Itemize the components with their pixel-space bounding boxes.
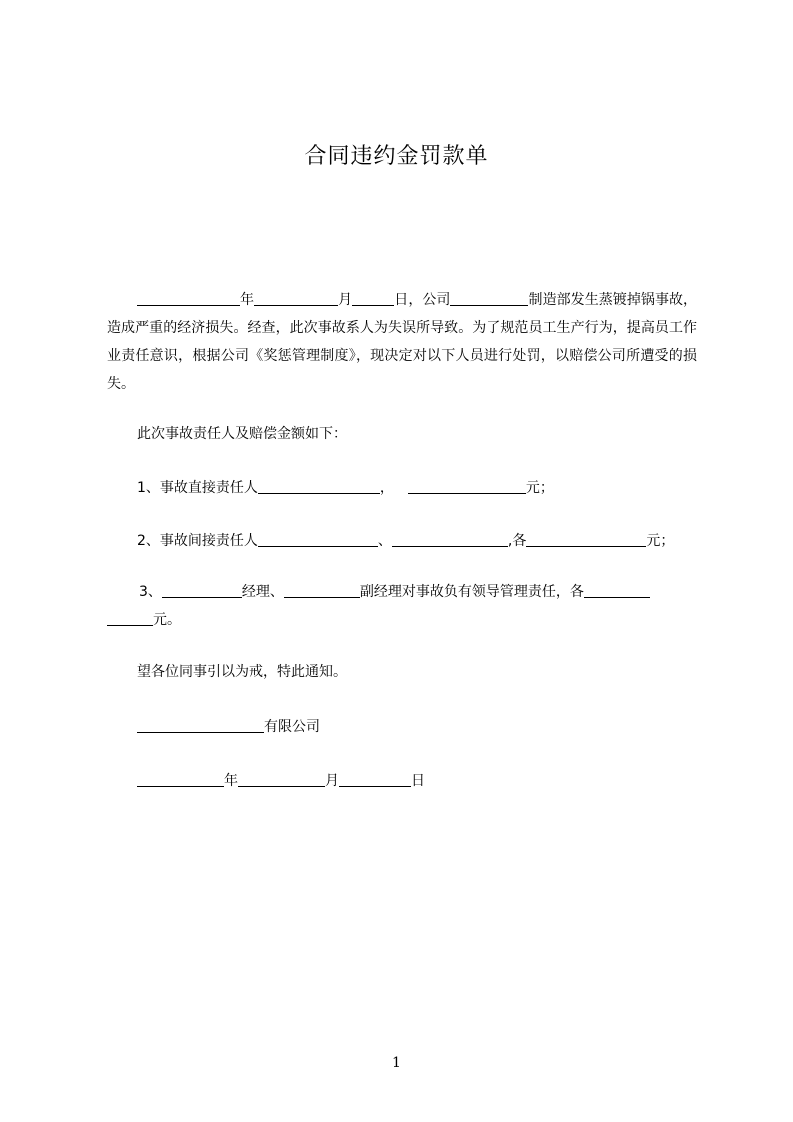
company-suffix: 有限公司 (264, 719, 320, 735)
blank-company (450, 291, 528, 306)
item3-suffix: 元。 (153, 612, 181, 628)
intro-text-company: 日，公司 (394, 292, 451, 308)
list-heading: 此次事故责任人及赔偿金额如下： (137, 426, 347, 442)
item2-suffix: 元； (646, 533, 675, 549)
blank-item2-amount (526, 532, 646, 547)
blank-item2-person-b (392, 532, 508, 547)
date-year-label: 年 (224, 773, 238, 789)
blank-month (254, 291, 338, 306)
blank-item3-amount-a (584, 583, 650, 598)
blank-item3-amount-b (107, 611, 153, 626)
blank-item1-person (258, 479, 380, 494)
item-direct-responsible (137, 478, 554, 498)
signature-date (137, 771, 425, 791)
item-management-responsible (107, 578, 697, 634)
item1-prefix: 1、事故直接责任人 (137, 480, 258, 496)
intro-text-year: 年 (240, 292, 255, 308)
item3-text-deputy: 副经理对事故负有领导管理责任，各 (359, 584, 584, 600)
date-day-label: 日 (411, 773, 425, 789)
page-number: 1 (392, 1055, 401, 1071)
closing-text: 望各位同事引以为戒，特此通知。 (137, 664, 347, 680)
blank-item1-amount (408, 479, 526, 494)
item3-text-manager: 经理、 (241, 584, 284, 600)
item-indirect-responsible (137, 531, 674, 551)
date-month-label: 月 (325, 773, 339, 789)
item2-sep2: ,各 (507, 533, 527, 549)
blank-item3-deputy (284, 583, 360, 598)
blank-sign-year (137, 772, 224, 787)
blank-company-name (137, 718, 264, 733)
item1-suffix: 元； (525, 480, 554, 496)
item3-prefix: 3、 (139, 584, 162, 600)
item1-sep: ， (379, 480, 394, 496)
item2-prefix: 2、事故间接责任人 (137, 533, 258, 549)
intro-text-body: 制造部发生蒸镀掉锅事故，造成严重的经济损失。经查，此次事故系人为失误所导致。为了规范员工生产行为，提高员工作业责任意识，根据公司《奖惩管理制度》，现决定对以下人员进行处罚，以赔偿公司所遭受的损失。 (107, 292, 698, 392)
blank-sign-day (339, 772, 411, 787)
intro-paragraph (107, 286, 697, 398)
blank-year (137, 291, 240, 306)
blank-day (352, 291, 394, 306)
company-signature (137, 717, 320, 737)
document-title: 合同违约金罚款单 (304, 144, 489, 169)
blank-item2-person-a (258, 532, 378, 547)
blank-item3-manager (162, 583, 242, 598)
intro-text-month: 月 (338, 292, 353, 308)
item2-sep1: 、 (377, 533, 392, 549)
blank-sign-month (238, 772, 325, 787)
